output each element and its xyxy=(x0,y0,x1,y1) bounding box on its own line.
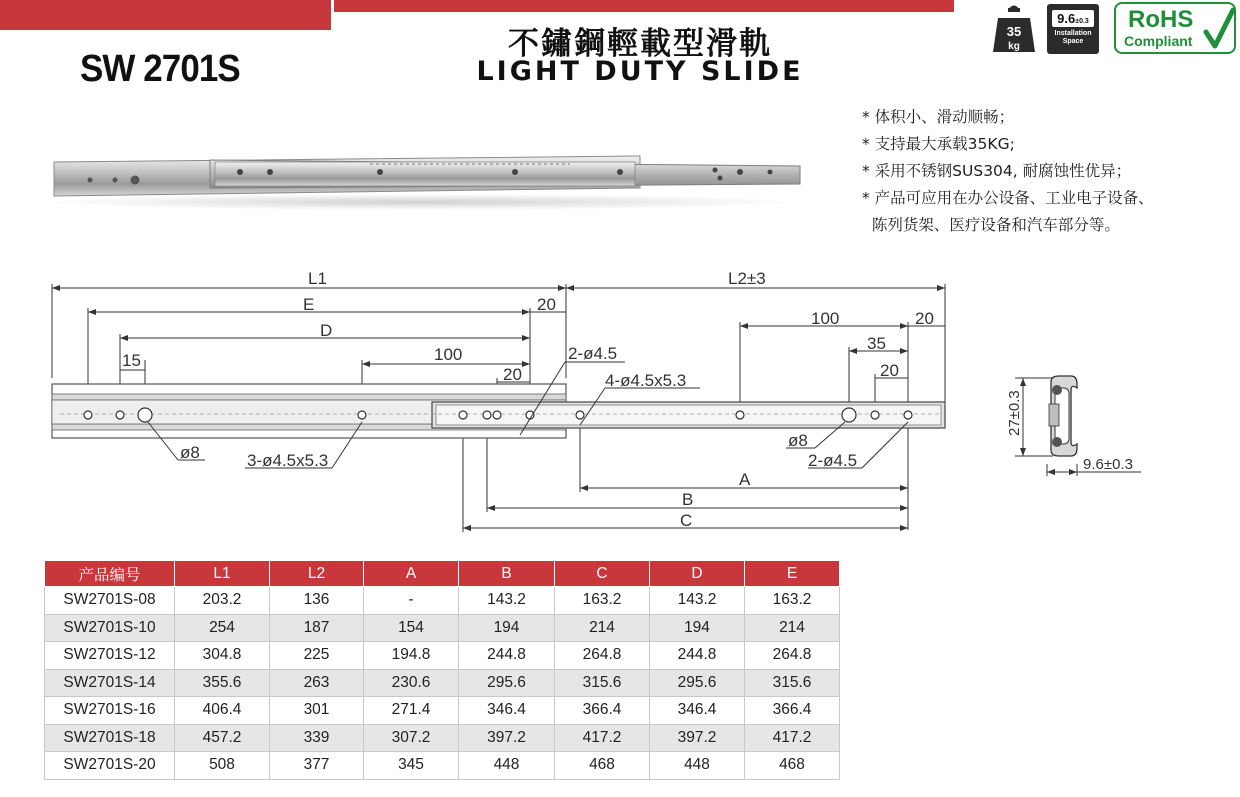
dim-label-A: A xyxy=(739,470,751,489)
dim-label-20-top: 20 xyxy=(537,295,556,314)
dim-label-L2: L2±3 xyxy=(728,269,766,288)
cell-product-code: SW2701S-14 xyxy=(45,669,175,697)
table-cell: 457.2 xyxy=(175,724,270,752)
feature-item: * 产品可应用在办公设备、工业电子设备、 xyxy=(862,189,1154,207)
table-cell: 508 xyxy=(175,752,270,780)
table-row xyxy=(45,669,840,697)
table-row xyxy=(45,752,840,780)
space-tolerance: ±0.3 xyxy=(1075,18,1089,25)
cell-product-code: SW2701S-10 xyxy=(45,614,175,642)
table-cell: 163.2 xyxy=(745,587,840,615)
table-cell: 230.6 xyxy=(364,669,459,697)
table-cell: 315.6 xyxy=(555,669,650,697)
feature-item: 陈列货架、医疗设备和汽车部分等。 xyxy=(862,216,1120,234)
hole-label-3-4-5x5-3: 3-ø4.5x5.3 xyxy=(247,451,329,470)
table-cell: 448 xyxy=(459,752,555,780)
table-cell: 194 xyxy=(650,614,745,642)
table-row xyxy=(45,614,840,642)
table-cell: 345 xyxy=(364,752,459,780)
table-cell: 304.8 xyxy=(175,642,270,670)
table-cell: 264.8 xyxy=(745,642,840,670)
table-row xyxy=(45,697,840,725)
table-cell: 301 xyxy=(270,697,364,725)
table-cell: 143.2 xyxy=(650,587,745,615)
rohs-badge xyxy=(1114,2,1236,54)
rohs-compliant-label: Compliant xyxy=(1124,33,1193,49)
technical-drawing xyxy=(0,260,990,540)
feature-item: * 采用不锈钢SUS304, 耐腐蚀性优异； xyxy=(862,162,1132,180)
dim-label-D: D xyxy=(320,321,333,340)
cell-product-code: SW2701S-16 xyxy=(45,697,175,725)
table-cell: 377 xyxy=(270,752,364,780)
table-cell: 194.8 xyxy=(364,642,459,670)
table-cell: 271.4 xyxy=(364,697,459,725)
hole-label-4-4-5x5-3: 4-ø4.5x5.3 xyxy=(605,371,687,390)
cell-product-code: SW2701S-08 xyxy=(45,587,175,615)
header-product-code: 产品编号 xyxy=(45,561,175,587)
table-cell: 263 xyxy=(270,669,364,697)
table-cell: 346.4 xyxy=(650,697,745,725)
table-cell: 203.2 xyxy=(175,587,270,615)
table-cell: 366.4 xyxy=(745,697,840,725)
header-b: B xyxy=(459,561,555,587)
table-row xyxy=(45,587,840,615)
table-row xyxy=(45,724,840,752)
table-cell: 264.8 xyxy=(555,642,650,670)
table-cell: 406.4 xyxy=(175,697,270,725)
cross-section-profile xyxy=(995,360,1155,485)
hole-label-8-right: ø8 xyxy=(788,431,808,450)
table-cell: 225 xyxy=(270,642,364,670)
dim-label-35: 35 xyxy=(867,334,886,353)
product-photo xyxy=(40,140,810,210)
header-l1: L1 xyxy=(175,561,270,587)
header-accent-bar-right xyxy=(334,0,954,12)
space-value: 9.6 xyxy=(1057,11,1076,26)
dim-label-15: 15 xyxy=(122,351,141,370)
table-cell: 163.2 xyxy=(555,587,650,615)
table-cell: 448 xyxy=(650,752,745,780)
table-cell: 244.8 xyxy=(650,642,745,670)
hole-label-8-left: ø8 xyxy=(180,443,200,462)
installation-space-label-2: Space xyxy=(1062,38,1084,45)
header-accent-bar-left xyxy=(0,0,331,30)
table-cell: 214 xyxy=(555,614,650,642)
rohs-title: RoHS xyxy=(1128,6,1194,33)
table-cell: 187 xyxy=(270,614,364,642)
table-cell: 417.2 xyxy=(555,724,650,752)
hole-label-2-4-5-top: 2-ø4.5 xyxy=(568,344,618,363)
table-cell: 244.8 xyxy=(459,642,555,670)
profile-width-label: 9.6±0.3 xyxy=(1083,456,1133,473)
table-row xyxy=(45,642,840,670)
load-capacity-badge xyxy=(992,4,1036,54)
table-cell: 339 xyxy=(270,724,364,752)
hole-label-2-4-5-bottom: 2-ø4.5 xyxy=(808,451,858,470)
table-cell: 397.2 xyxy=(459,724,555,752)
dim-label-100-right: 100 xyxy=(811,309,840,328)
installation-space-value xyxy=(1052,10,1094,27)
specification-table xyxy=(44,560,840,780)
table-cell: 194 xyxy=(459,614,555,642)
table-header-row xyxy=(45,561,840,587)
table-cell: 295.6 xyxy=(650,669,745,697)
weight-icon xyxy=(992,4,1036,54)
cell-product-code: SW2701S-20 xyxy=(45,752,175,780)
dim-label-100-left: 100 xyxy=(434,345,463,364)
table-cell: 154 xyxy=(364,614,459,642)
table-cell: 468 xyxy=(555,752,650,780)
installation-space-label-1: Installation xyxy=(1054,30,1092,37)
product-title-chinese: 不鏽鋼輕載型滑軌 xyxy=(508,26,772,62)
header-d: D xyxy=(650,561,745,587)
product-title-english: LIGHT DUTY SLIDE xyxy=(476,56,804,87)
cell-product-code: SW2701S-12 xyxy=(45,642,175,670)
dim-label-L1: L1 xyxy=(308,269,327,288)
header-l2: L2 xyxy=(270,561,364,587)
table-cell: 346.4 xyxy=(459,697,555,725)
profile-height-label: 27±0.3 xyxy=(1006,390,1023,436)
installation-space-badge xyxy=(1047,4,1099,54)
table-cell: 136 xyxy=(270,587,364,615)
table-cell: 315.6 xyxy=(745,669,840,697)
table-cell: - xyxy=(364,587,459,615)
dim-label-E: E xyxy=(303,295,315,314)
table-cell: 214 xyxy=(745,614,840,642)
dim-label-C: C xyxy=(680,511,693,530)
header-e: E xyxy=(745,561,840,587)
dim-label-20-right-top: 20 xyxy=(915,309,934,328)
dim-label-B: B xyxy=(682,490,694,509)
feature-item: * 支持最大承载35KG; xyxy=(862,135,1015,153)
feature-list xyxy=(862,104,1154,239)
table-cell: 254 xyxy=(175,614,270,642)
table-cell: 397.2 xyxy=(650,724,745,752)
checkmark-icon xyxy=(1202,6,1236,52)
model-number: SW 2701S xyxy=(80,48,240,90)
table-cell: 366.4 xyxy=(555,697,650,725)
header-c: C xyxy=(555,561,650,587)
table-cell: 468 xyxy=(745,752,840,780)
load-value: 35 xyxy=(1006,24,1022,39)
cell-product-code: SW2701S-18 xyxy=(45,724,175,752)
header-a: A xyxy=(364,561,459,587)
dim-label-20-mid: 20 xyxy=(503,365,522,384)
table-cell: 307.2 xyxy=(364,724,459,752)
dim-label-20-right-mid: 20 xyxy=(880,361,899,380)
table-cell: 355.6 xyxy=(175,669,270,697)
table-cell: 143.2 xyxy=(459,587,555,615)
load-unit: kg xyxy=(1008,41,1020,52)
table-cell: 295.6 xyxy=(459,669,555,697)
feature-item: * 体积小、滑动顺畅； xyxy=(862,108,1015,126)
table-cell: 417.2 xyxy=(745,724,840,752)
